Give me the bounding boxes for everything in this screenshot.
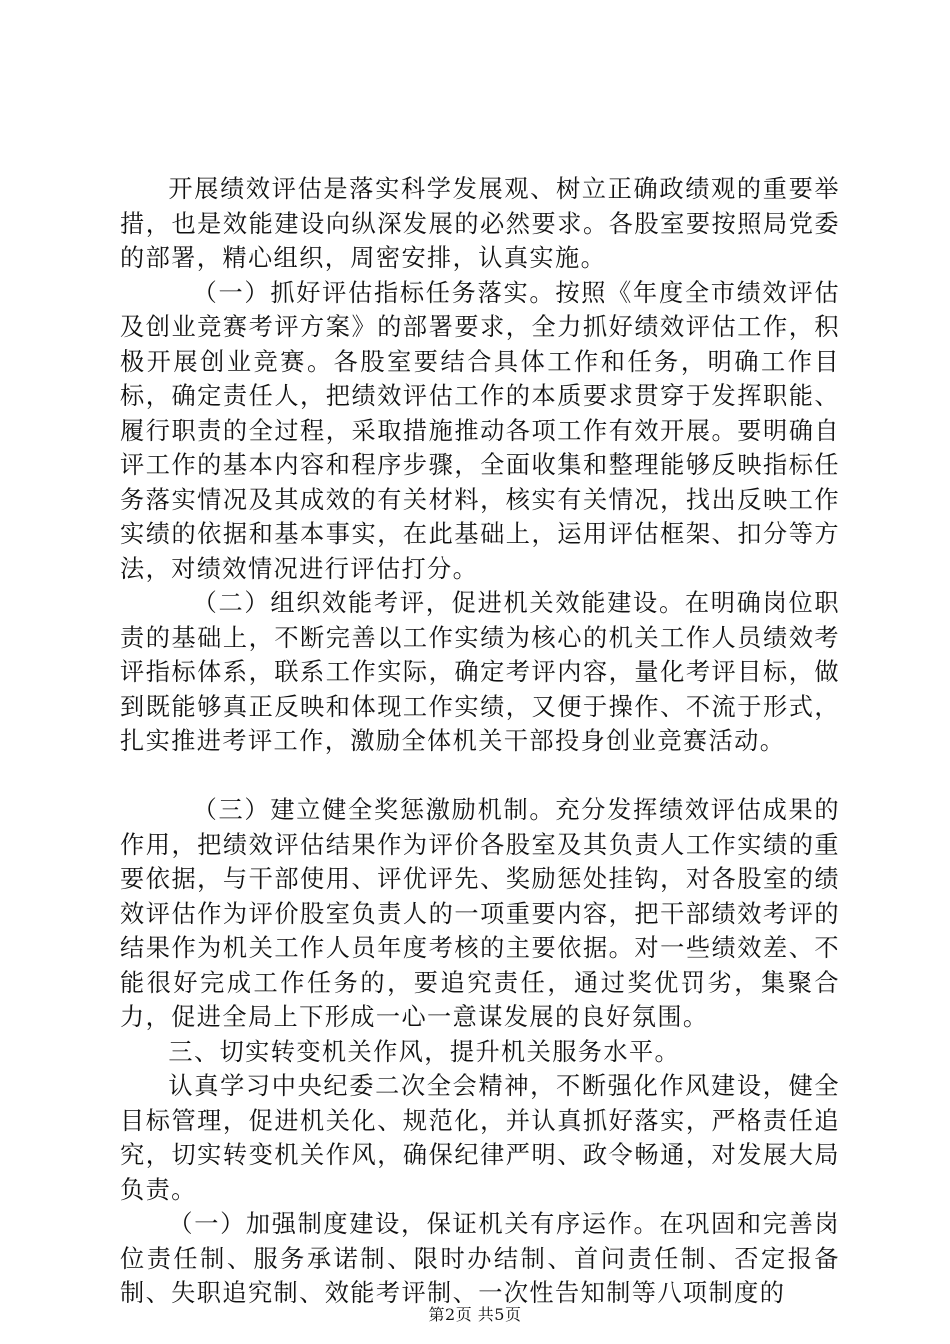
document-body: [120, 172, 840, 1311]
paragraph-section-3-1: （一）加强制度建设，保证机关有序运作。在巩固和完善岗位责任制、服务承诺制、限时办结制、首问责任制、否定报备制、失职追究制、效能考评制、一次性告知制等八项制度的: [120, 1210, 840, 1307]
paragraph-intro: 开展绩效评估是落实科学发展观、树立正确政绩观的重要举措，也是效能建设向纵深发展的必然要求。各股室要按照局党委的部署，精心组织，周密安排，认真实施。: [120, 175, 840, 272]
paragraph-section-2: （二）组织效能考评，促进机关效能建设。在明确岗位职责的基础上，不断完善以工作实绩为核心的机关工作人员绩效考评指标体系，联系工作实际，确定考评内容，量化考评目标，做到既能够真正反映和体现工作实绩，又便于操作、不流于形式，扎实推进考评工作，激励全体机关干部投身创业竞赛活动。: [120, 589, 840, 755]
section-heading-3: 三、切实转变机关作风，提升机关服务水平。: [168, 1037, 681, 1066]
page-footer: 第2页 共5页: [428, 1305, 522, 1324]
paragraph-section-1: （一）抓好评估指标任务落实。按照《年度全市绩效评估及创业竞赛考评方案》的部署要求，全力抓好绩效评估工作，积极开展创业竞赛。各股室要结合具体工作和任务，明确工作目标，确定责任人，把绩效评估工作的本质要求贯穿于发挥职能、履行职责的全过程，采取措施推动各项工作有效开展。要明确自评工作的基本内容和程序步骤，全面收集和整理能够反映指标任务落实情况及其成效的有关材料，核实有关情况，找出反映工作实绩的依据和基本事实，在此基础上，运用评估框架、扣分等方法，对绩效情况进行评估打分。: [120, 278, 840, 583]
paragraph-section-3-intro: 认真学习中央纪委二次全会精神，不断强化作风建设，健全目标管理，促进机关化、规范化，并认真抓好落实，严格责任追究，切实转变机关作风，确保纪律严明、政令畅通，对发展大局负责。: [120, 1072, 840, 1204]
paragraph-section-3: （三）建立健全奖惩激励机制。充分发挥绩效评估成果的作用，把绩效评估结果作为评价各股室及其负责人工作实绩的重要依据，与干部使用、评优评先、奖励惩处挂钩，对各股室的绩效评估作为评价股室负责人的一项重要内容，把干部绩效考评的结果作为机关工作人员年度考核的主要依据。对一些绩效差、不能很好完成工作任务的，要追究责任，通过奖优罚劣，集聚合力，促进全局上下形成一心一意谋发展的良好氛围。: [120, 796, 840, 1031]
